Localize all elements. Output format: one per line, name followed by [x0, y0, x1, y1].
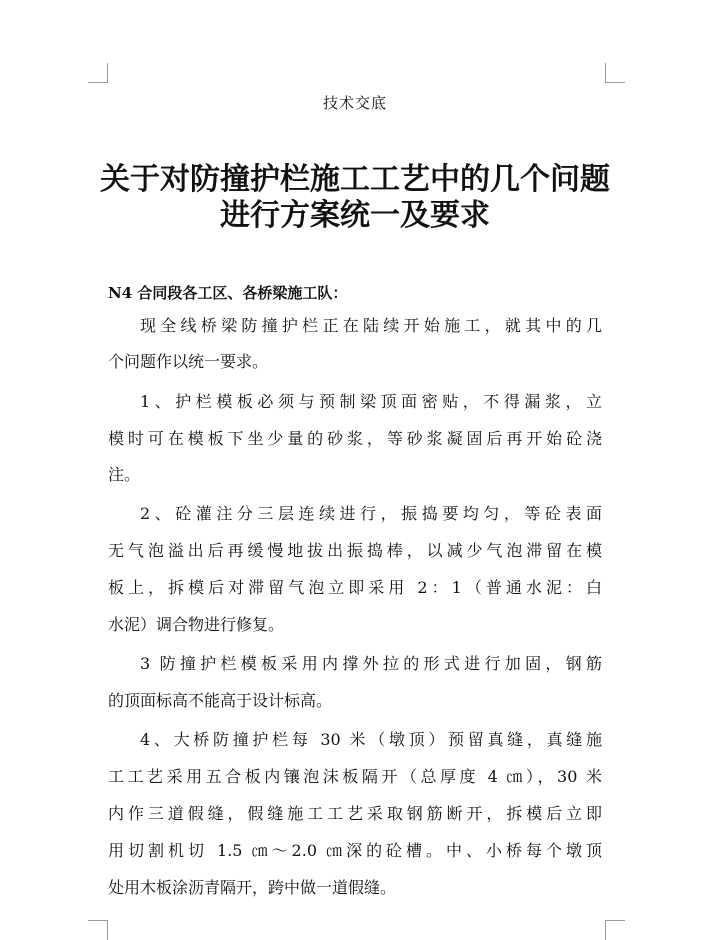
body-line: 处用木板涂沥青隔开，跨中做一道假缝。	[108, 878, 397, 897]
crop-mark-top-right-h	[605, 82, 625, 83]
body-line: 4、大桥防撞护栏每 30 米（墩顶）预留真缝，真缝施	[140, 730, 602, 749]
crop-mark-top-left-v	[107, 63, 108, 83]
body-line: 2、砼灌注分三层连续进行，振捣要均匀，等砼表面	[140, 504, 602, 523]
body-line: 无气泡溢出后再缓慢地拔出振捣棒，以减少气泡滞留在模	[108, 541, 602, 560]
body-line: 工工艺采用五合板内镶泡沫板隔开（总厚度 4 ㎝），30 米	[108, 767, 602, 786]
body-line: 模时可在模板下坐少量的砂浆，等砂浆凝固后再开始砼浇	[108, 429, 602, 448]
addressee: N4 合同段各工区、各桥梁施工队：	[108, 284, 348, 302]
body-line: 现全线桥梁防撞护栏正在陆续开始施工，就其中的几	[140, 316, 602, 335]
crop-mark-bottom-right-h	[605, 920, 625, 921]
body-line: 用切割机切 1.5 ㎝～2.0 ㎝深的砼槽。中、小桥每个墩顶	[108, 841, 602, 860]
body-line: 个问题作以统一要求。	[108, 352, 269, 371]
body-line: 注。	[108, 465, 141, 484]
crop-mark-top-left-h	[88, 82, 108, 83]
document-title-line-1: 关于对防撞护栏施工工艺中的几个问题	[100, 162, 610, 197]
document-title-line-2: 进行方案统一及要求	[220, 198, 490, 233]
crop-mark-bottom-left-h	[88, 920, 108, 921]
crop-mark-bottom-left-v	[107, 920, 108, 940]
body-line: 内作三道假缝，假缝施工工艺采取钢筋断开，拆模后立即	[108, 804, 602, 823]
header-label: 技术交底	[322, 94, 387, 112]
crop-mark-bottom-right-v	[605, 920, 606, 940]
body-line: 1、护栏模板必须与预制梁顶面密贴，不得漏浆，立	[140, 392, 602, 411]
crop-mark-top-right-v	[605, 63, 606, 83]
body-line: 水泥）调合物进行修复。	[108, 615, 285, 634]
body-line: 板上，拆模后对滞留气泡立即采用 2：1（普通水泥：白	[108, 578, 602, 597]
body-line: 的顶面标高不能高于设计标高。	[108, 691, 333, 710]
body-line: 3 防撞护栏模板采用内撑外拉的形式进行加固，钢筋	[140, 654, 602, 673]
